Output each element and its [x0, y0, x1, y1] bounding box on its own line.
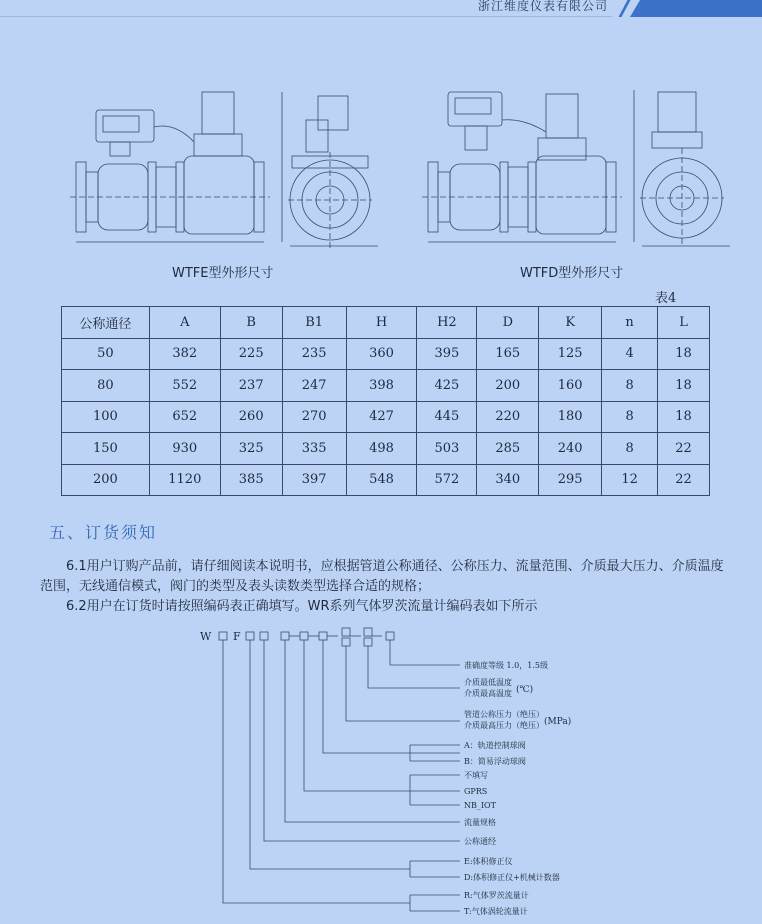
table-cell: 395 — [417, 338, 477, 370]
label-press-max: 介质最高压力（绝压） — [464, 721, 544, 730]
table-cell: 22 — [658, 433, 710, 465]
table-header: B — [220, 307, 282, 339]
label-temp-unit: (℃) — [516, 685, 534, 695]
table-cell: 18 — [658, 401, 710, 433]
table-cell: 12 — [602, 464, 658, 496]
label-comm-nb: NB_IOT — [464, 801, 496, 810]
table-cell: 285 — [477, 433, 539, 465]
table-header: H2 — [417, 307, 477, 339]
table-cell: 572 — [417, 464, 477, 496]
table-cell: 8 — [602, 433, 658, 465]
table-caption: 表4 — [655, 291, 677, 306]
label-type-d: D:体积修正仪+机械计数器 — [464, 873, 560, 882]
table-cell: 235 — [282, 338, 346, 370]
table-header: B1 — [282, 307, 346, 339]
table-cell: 382 — [149, 338, 220, 370]
page-header — [0, 0, 762, 17]
table-row — [62, 370, 710, 402]
label-temp-low: 介质最低温度 — [464, 678, 512, 687]
table-cell: 552 — [149, 370, 220, 402]
order-note-2 — [40, 597, 730, 617]
table-cell: 220 — [477, 401, 539, 433]
table-cell: 1120 — [149, 464, 220, 496]
table-cell: 397 — [282, 464, 346, 496]
wtfd-caption: WTFD型外形尺寸 — [520, 266, 624, 281]
table-cell: 18 — [658, 370, 710, 402]
label-nominal-dia: 公称通经 — [464, 837, 496, 846]
order-note-1-text: 6.1用户订购产品前，请仔细阅读本说明书，应根据管道公称通径、公称压力、流量范围、介质最大压力、介质温度范围，无线通信模式，阀门的类型及表头读数类型选择合适的规格； — [40, 559, 724, 594]
label-type-e: E:体积修正仪 — [464, 857, 513, 866]
label-press-nominal: 管道公称压力（绝压） — [464, 710, 544, 719]
table-cell: 8 — [602, 370, 658, 402]
label-comm-none: 不填写 — [464, 771, 488, 780]
table-header: K — [539, 307, 602, 339]
wtfd-dimension-drawing — [420, 82, 750, 250]
wtfe-caption: WTFE型外形尺寸 — [172, 266, 274, 281]
label-type-r: R:气体罗茨流量计 — [464, 891, 529, 900]
section-title: 五、订货须知 — [49, 523, 158, 542]
table-cell: 548 — [346, 464, 417, 496]
code-prefix-w: W — [200, 630, 212, 643]
wtfe-dimension-drawing — [60, 82, 390, 250]
table-cell: 125 — [539, 338, 602, 370]
table-cell: 498 — [346, 433, 417, 465]
header-accent-bar — [630, 0, 762, 17]
table-cell: 200 — [62, 464, 150, 496]
table-cell: 335 — [282, 433, 346, 465]
code-table-diagram — [0, 625, 762, 920]
table-row — [62, 433, 710, 465]
table-cell: 160 — [539, 370, 602, 402]
table-cell: 150 — [62, 433, 150, 465]
code-prefix-f: F — [233, 630, 241, 643]
table-cell: 4 — [602, 338, 658, 370]
table-cell: 295 — [539, 464, 602, 496]
table-cell: 50 — [62, 338, 150, 370]
table-cell: 270 — [282, 401, 346, 433]
label-accuracy: 准确度等级 1.0，1.5级 — [464, 661, 548, 670]
table-cell: 200 — [477, 370, 539, 402]
dimension-table — [61, 306, 710, 496]
table-cell: 445 — [417, 401, 477, 433]
table-cell: 240 — [539, 433, 602, 465]
table-cell: 165 — [477, 338, 539, 370]
table-cell: 385 — [220, 464, 282, 496]
order-note-1 — [40, 557, 730, 597]
table-cell: 425 — [417, 370, 477, 402]
label-flow-spec: 流量规格 — [464, 818, 496, 827]
table-header: A — [149, 307, 220, 339]
table-cell: 398 — [346, 370, 417, 402]
company-name: 浙江维度仪表有限公司 — [477, 0, 608, 13]
table-cell: 18 — [658, 338, 710, 370]
table-cell: 340 — [477, 464, 539, 496]
table-cell: 247 — [282, 370, 346, 402]
table-cell: 237 — [220, 370, 282, 402]
label-press-unit: (MPa) — [544, 717, 572, 727]
label-temp-high: 介质最高温度 — [464, 689, 512, 698]
wtfd-drawing — [420, 82, 750, 250]
table-cell: 225 — [220, 338, 282, 370]
table-row — [62, 464, 710, 496]
table-cell: 503 — [417, 433, 477, 465]
table-cell: 180 — [539, 401, 602, 433]
table-header: 公称通径 — [62, 307, 150, 339]
table-row — [62, 401, 710, 433]
table-cell: 22 — [658, 464, 710, 496]
label-type-t: T:气体涡轮流量计 — [464, 907, 528, 916]
table-header-row — [62, 307, 710, 339]
table-cell: 8 — [602, 401, 658, 433]
order-note-2-text: 6.2用户在订货时请按照编码表正确填写。WR系列气体罗茨流量计编码表如下所示 — [66, 599, 538, 614]
header-accent-slash — [618, 0, 630, 17]
table-cell: 360 — [346, 338, 417, 370]
table-cell: 80 — [62, 370, 150, 402]
table-cell: 325 — [220, 433, 282, 465]
wtfe-drawing — [60, 82, 390, 250]
label-valve-a: A：轨道控制球阀 — [464, 741, 526, 750]
table-header: D — [477, 307, 539, 339]
table-cell: 652 — [149, 401, 220, 433]
table-cell: 260 — [220, 401, 282, 433]
table-cell: 100 — [62, 401, 150, 433]
table-cell: 427 — [346, 401, 417, 433]
table-header: H — [346, 307, 417, 339]
table-header: L — [658, 307, 710, 339]
table-cell: 930 — [149, 433, 220, 465]
table-header: n — [602, 307, 658, 339]
label-valve-b: B：简易浮动球阀 — [464, 757, 526, 766]
header-rule — [0, 16, 612, 17]
label-comm-gprs: GPRS — [464, 787, 488, 796]
table-row — [62, 338, 710, 370]
